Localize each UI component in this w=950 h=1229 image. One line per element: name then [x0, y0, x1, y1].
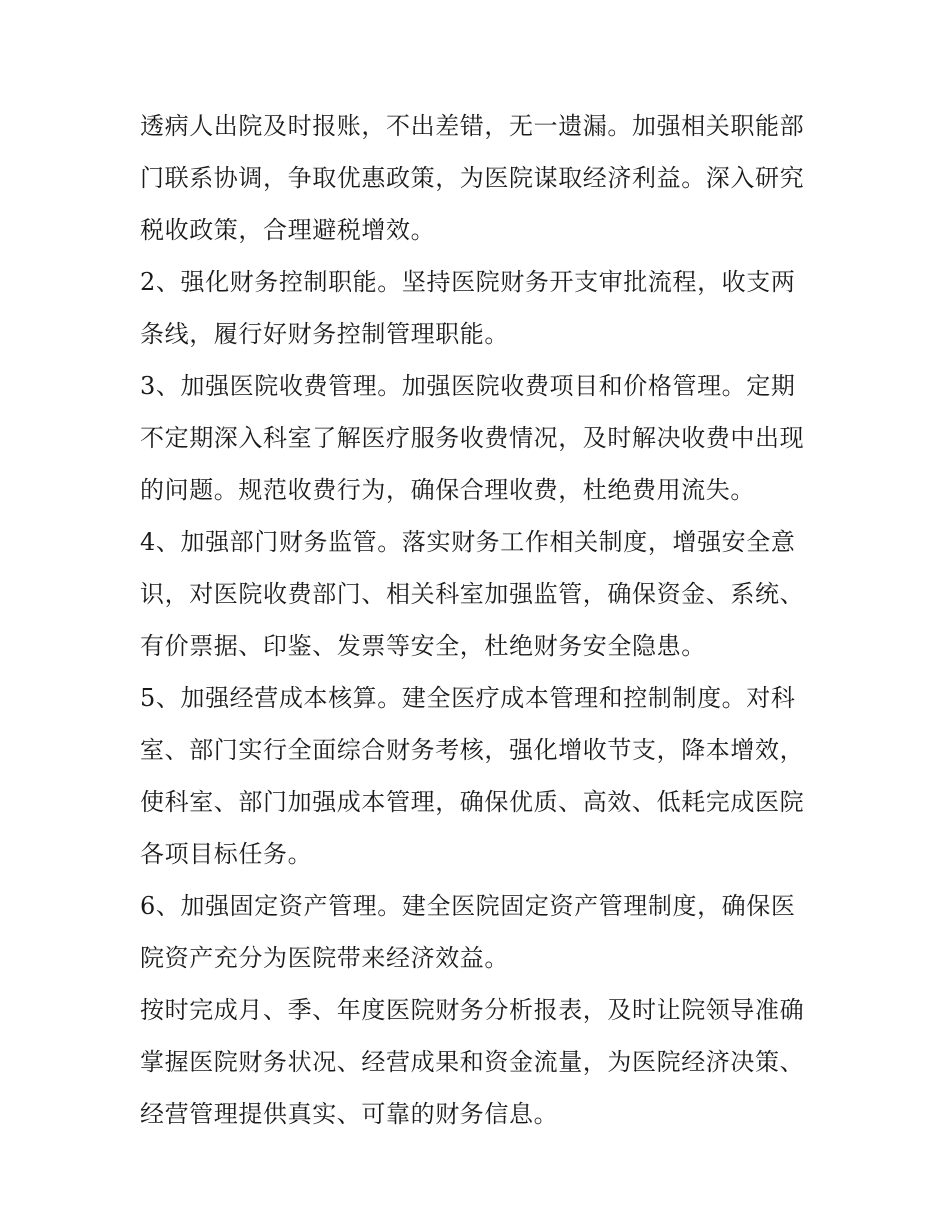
text-line: 4、加强部门财务监管。落实财务工作相关制度，增强安全意: [140, 528, 796, 556]
text-line: 各项目标任务。: [140, 840, 313, 868]
text-line: 5、加强经营成本核算。建全医疗成本管理和控制制度。对科: [140, 684, 796, 712]
text-line: 税收政策，合理避税增效。: [140, 216, 436, 244]
text-line: 条线，履行好财务控制管理职能。: [140, 320, 509, 348]
text-line: 2、强化财务控制职能。坚持医院财务开支审批流程，收支两: [140, 268, 796, 296]
text-line: 掌握医院财务状况、经营成果和资金流量，为医院经济决策、: [140, 1048, 805, 1076]
text-line: 经营管理提供真实、可靠的财务信息。: [140, 1100, 559, 1128]
text-line: 3、加强医院收费管理。加强医院收费项目和价格管理。定期: [140, 372, 796, 400]
text-line: 透病人出院及时报账，不出差错，无一遗漏。加强相关职能部: [140, 112, 805, 140]
text-line: 院资产充分为医院带来经济效益。: [140, 944, 509, 972]
text-line: 识，对医院收费部门、相关科室加强监管，确保资金、系统、: [140, 580, 805, 608]
text-line: 门联系协调，争取优惠政策，为医院谋取经济利益。深入研究: [140, 164, 805, 192]
text-line: 有价票据、印鉴、发票等安全，杜绝财务安全隐患。: [140, 632, 706, 660]
text-line: 室、部门实行全面综合财务考核，强化增收节支，降本增效，: [140, 736, 805, 764]
text-line: 使科室、部门加强成本管理，确保优质、高效、低耗完成医院: [140, 788, 805, 816]
text-line: 6、加强固定资产管理。建全医院固定资产管理制度，确保医: [140, 892, 796, 920]
text-line: 不定期深入科室了解医疗服务收费情况，及时解决收费中出现: [140, 424, 805, 452]
text-line: 按时完成月、季、年度医院财务分析报表，及时让院领导准确: [140, 996, 805, 1024]
text-line: 的问题。规范收费行为，确保合理收费，杜绝费用流失。: [140, 476, 755, 504]
document-body: [140, 100, 820, 1140]
